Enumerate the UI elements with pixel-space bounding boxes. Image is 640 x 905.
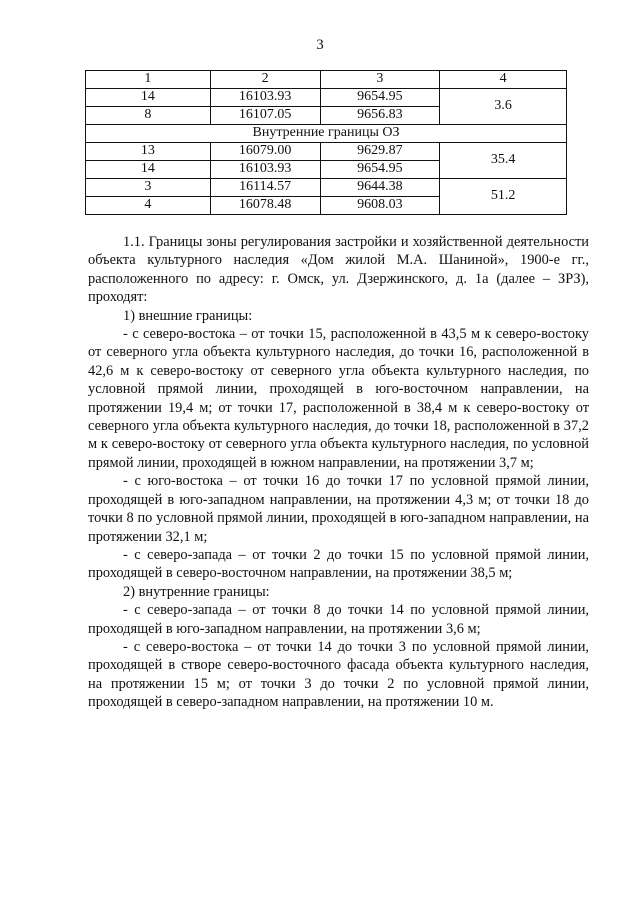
point-cell: 14: [86, 89, 211, 107]
x-cell: 16079.00: [210, 143, 320, 161]
point-cell: 3: [86, 179, 211, 197]
table-section-row: [86, 125, 567, 143]
point-cell: 4: [86, 197, 211, 215]
page-number: 3: [316, 37, 324, 53]
y-cell: 9629.87: [320, 143, 440, 161]
y-cell: 9656.83: [320, 107, 440, 125]
x-cell: 16078.48: [210, 197, 320, 215]
y-cell: 9644.38: [320, 179, 440, 197]
paragraph-northwest-inner: - с северо-запада – от точки 8 до точки 14 по условной прямой линии, проходящей в юго-западном направлении, на протяжении 3,6 м;: [88, 602, 589, 637]
paragraph-zrz-intro: 1.1. Границы зоны регулирования застройки и хозяйственной деятельности объекта культурного наследия «Дом жилой М.А. Шаниной», 1900-е гг., расположенного по адресу: г. Омск, ул. Дзержинского, д. 1а (далее – ЗРЗ), проходят:: [88, 234, 589, 306]
body-text: [88, 233, 589, 712]
header-cell: 1: [86, 71, 211, 89]
header-cell: 3: [320, 71, 440, 89]
x-cell: 16103.93: [210, 89, 320, 107]
header-cell: 2: [210, 71, 320, 89]
point-cell: 8: [86, 107, 211, 125]
x-cell: 16114.57: [210, 179, 320, 197]
y-cell: 9608.03: [320, 197, 440, 215]
paragraph-southeast-outer: - с юго-востока – от точки 16 до точки 17 по условной прямой линии, проходящей в юго-западном направлении, на протяжении 4,3 м; от точки 18 до точки 8 по условной прямой линии, проходящей в юго-западном направлении, на протяжении 32,1 м;: [88, 473, 589, 545]
x-cell: 16103.93: [210, 161, 320, 179]
table-row: [86, 143, 567, 161]
paragraph-inner-heading: 2) внутренние границы:: [123, 583, 270, 600]
table-row: [86, 179, 567, 197]
y-cell: 9654.95: [320, 89, 440, 107]
coordinates-table: [85, 70, 567, 215]
paragraph-northeast-outer: - с северо-востока – от точки 15, расположенной в 43,5 м к северо-востоку от северного угла объекта культурного наследия, до точки 16, расположенной в 42,6 м к северо-востоку от северного угла объекта культурного наследия, по условной прямой линии, проходящей в юго-восточном направлении, на протяжении 19,4 м; от точки 17, расположенной в 38,4 м к северо-востоку от северного угла объекта культурного наследия, до точки 18, расположенной в 37,2 м к северо-востоку от северного угла объекта культурного наследия, по условной прямой линии, проходящей в южном направлении, на протяжении 3,7 м;: [88, 326, 589, 471]
paragraph-northwest-outer: - с северо-запада – от точки 2 до точки 15 по условной прямой линии, проходящей в северо-восточном направлении, на протяжении 38,5 м;: [88, 546, 589, 582]
table-row: [86, 89, 567, 107]
header-cell: 4: [440, 71, 567, 89]
y-cell: 9654.95: [320, 161, 440, 179]
length-cell: 51.2: [440, 179, 567, 215]
point-cell: 13: [86, 143, 211, 161]
length-cell: 35.4: [440, 143, 567, 179]
section-title: Внутренние границы ОЗ: [86, 125, 567, 143]
paragraph-northeast-inner: - с северо-востока – от точки 14 до точки 3 по условной прямой линии, проходящей в створе северо-восточного фасада объекта культурного наследия, на протяжении 15 м; от точки 3 до точки 2 по условной прямой линии, проходящей в северо-западном направлении, на протяжении 10 м.: [88, 638, 589, 711]
point-cell: 14: [86, 161, 211, 179]
table-header-row: [86, 71, 567, 89]
x-cell: 16107.05: [210, 107, 320, 125]
length-cell: 3.6: [440, 89, 567, 125]
paragraph-outer-heading: 1) внешние границы:: [123, 307, 253, 324]
